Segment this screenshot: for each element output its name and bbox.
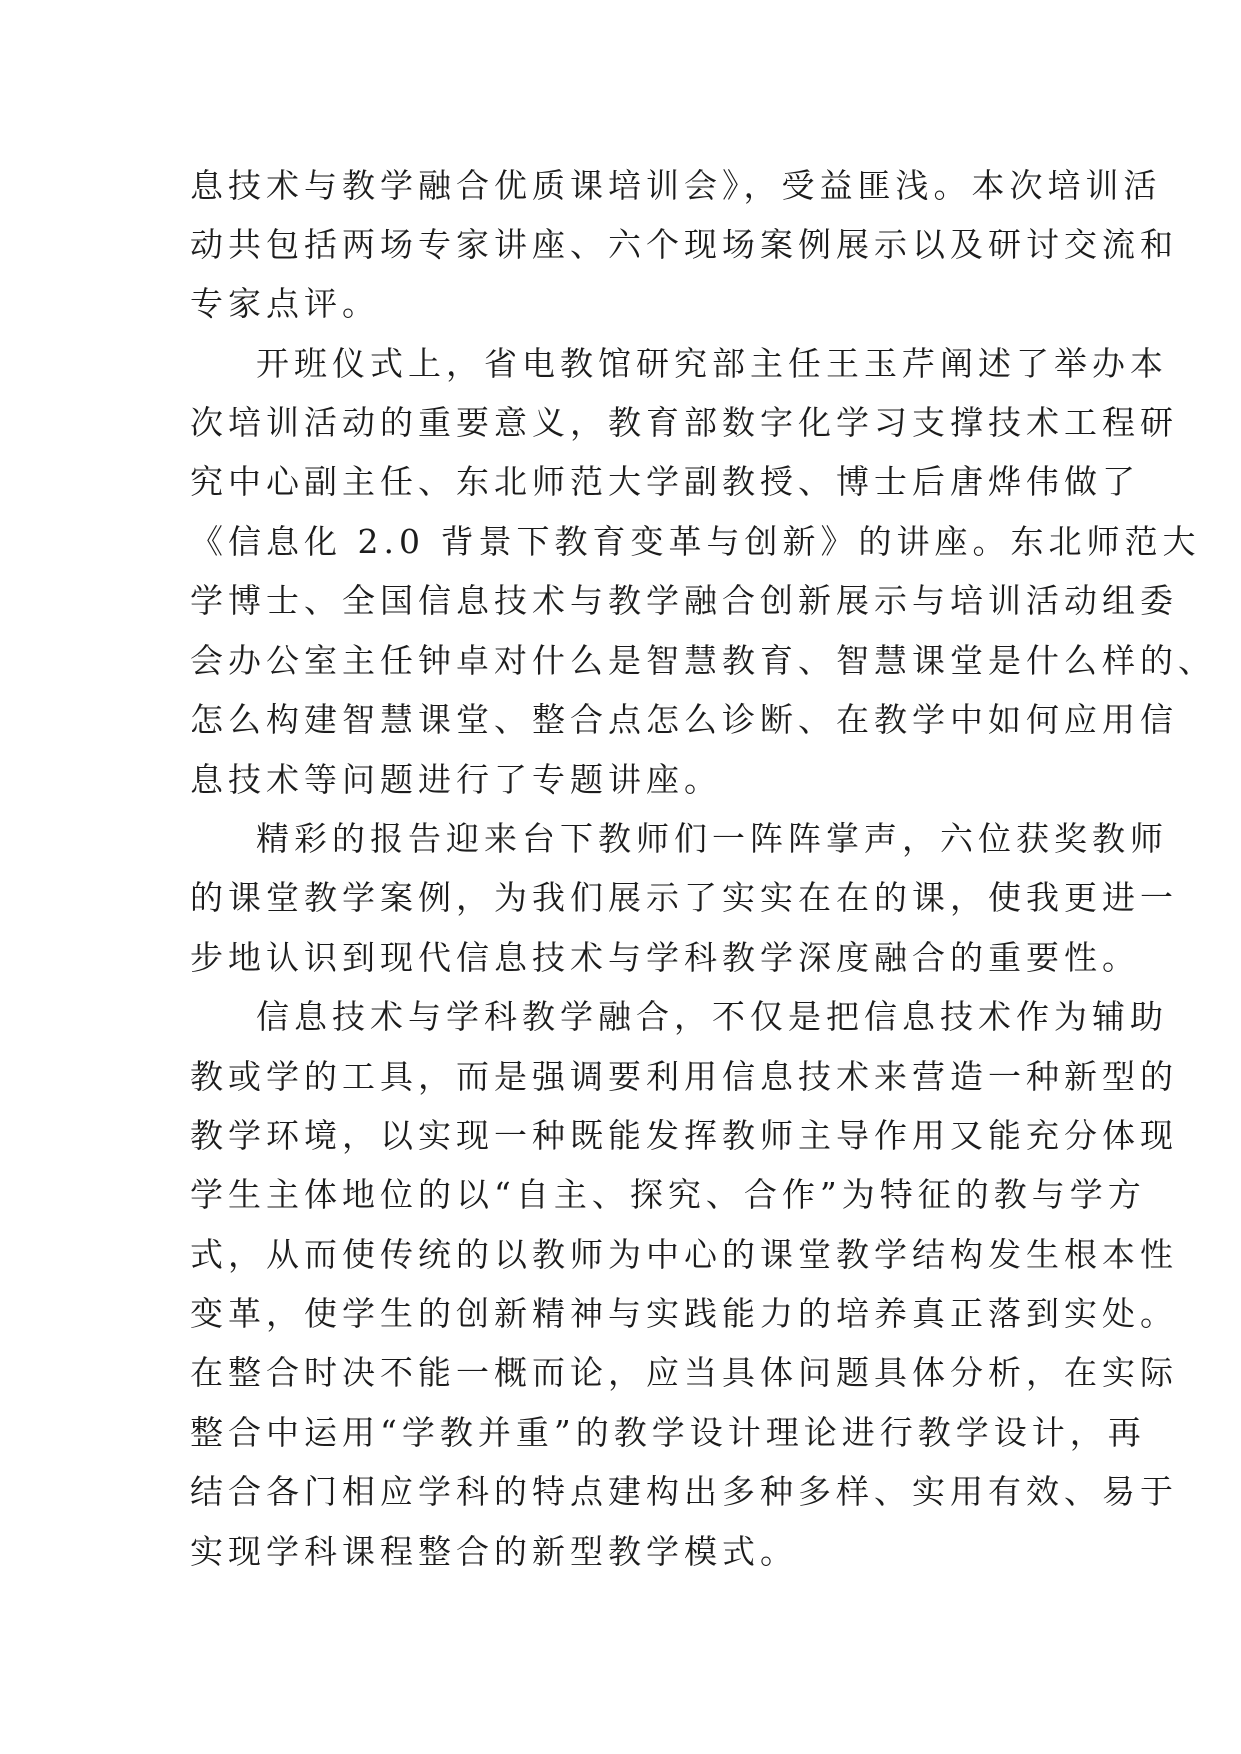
paragraph-4-line-4: 学生主体地位的以“自主、探究、合作”为特征的教与学方 (190, 1175, 1146, 1214)
paragraph-4-line-7: 在整合时决不能一概而论，应当具体问题具体分析，在实际 (190, 1353, 1178, 1392)
paragraph-3-line-1: 精彩的报告迎来台下教师们一阵阵掌声，六位获奖教师 (256, 819, 1168, 858)
paragraph-4-line-3: 教学环境，以实现一种既能发挥教师主导作用又能充分体现 (190, 1116, 1178, 1155)
paragraph-2-line-7: 怎么构建智慧课堂、整合点怎么诊断、在教学中如何应用信 (190, 700, 1178, 739)
paragraph-1-line-3: 专家点评。 (190, 284, 380, 323)
paragraph-2-line-8: 息技术等问题进行了专题讲座。 (190, 760, 722, 799)
paragraph-4-line-8: 整合中运用“学教并重”的教学设计理论进行教学设计，再 (190, 1413, 1146, 1452)
paragraph-4-line-9: 结合各门相应学科的特点建构出多种多样、实用有效、易于 (190, 1472, 1178, 1511)
paragraph-3-line-3: 步地认识到现代信息技术与学科教学深度融合的重要性。 (190, 938, 1140, 977)
paragraph-2-line-4: 《信息化 2.0 背景下教育变革与创新》的讲座。东北师范大 (190, 522, 1201, 561)
paragraph-4-line-1: 信息技术与学科教学融合，不仅是把信息技术作为辅助 (256, 997, 1168, 1036)
paragraph-1-line-2: 动共包括两场专家讲座、六个现场案例展示以及研讨交流和 (190, 225, 1178, 264)
paragraph-4-line-2: 教或学的工具，而是强调要利用信息技术来营造一种新型的 (190, 1057, 1178, 1096)
paragraph-4-line-5: 式，从而使传统的以教师为中心的课堂教学结构发生根本性 (190, 1235, 1178, 1274)
paragraph-4-line-6: 变革，使学生的创新精神与实践能力的培养真正落到实处。 (190, 1294, 1178, 1333)
paragraph-2-line-5: 学博士、全国信息技术与教学融合创新展示与培训活动组委 (190, 581, 1178, 620)
paragraph-2-line-1: 开班仪式上，省电教馆研究部主任王玉芹阐述了举办本 (256, 344, 1168, 383)
paragraph-4-line-10: 实现学科课程整合的新型教学模式。 (190, 1532, 798, 1571)
paragraph-2-line-2: 次培训活动的重要意义，教育部数字化学习支撑技术工程研 (190, 403, 1178, 442)
paragraph-2-line-6: 会办公室主任钟卓对什么是智慧教育、智慧课堂是什么样的、 (190, 641, 1216, 680)
paragraph-3-line-2: 的课堂教学案例，为我们展示了实实在在的课，使我更进一 (190, 878, 1178, 917)
paragraph-2-line-3: 究中心副主任、东北师范大学副教授、博士后唐烨伟做了 (190, 462, 1140, 501)
paragraph-1-line-1: 息技术与教学融合优质课培训会》，受益匪浅。本次培训活 (190, 166, 1162, 205)
